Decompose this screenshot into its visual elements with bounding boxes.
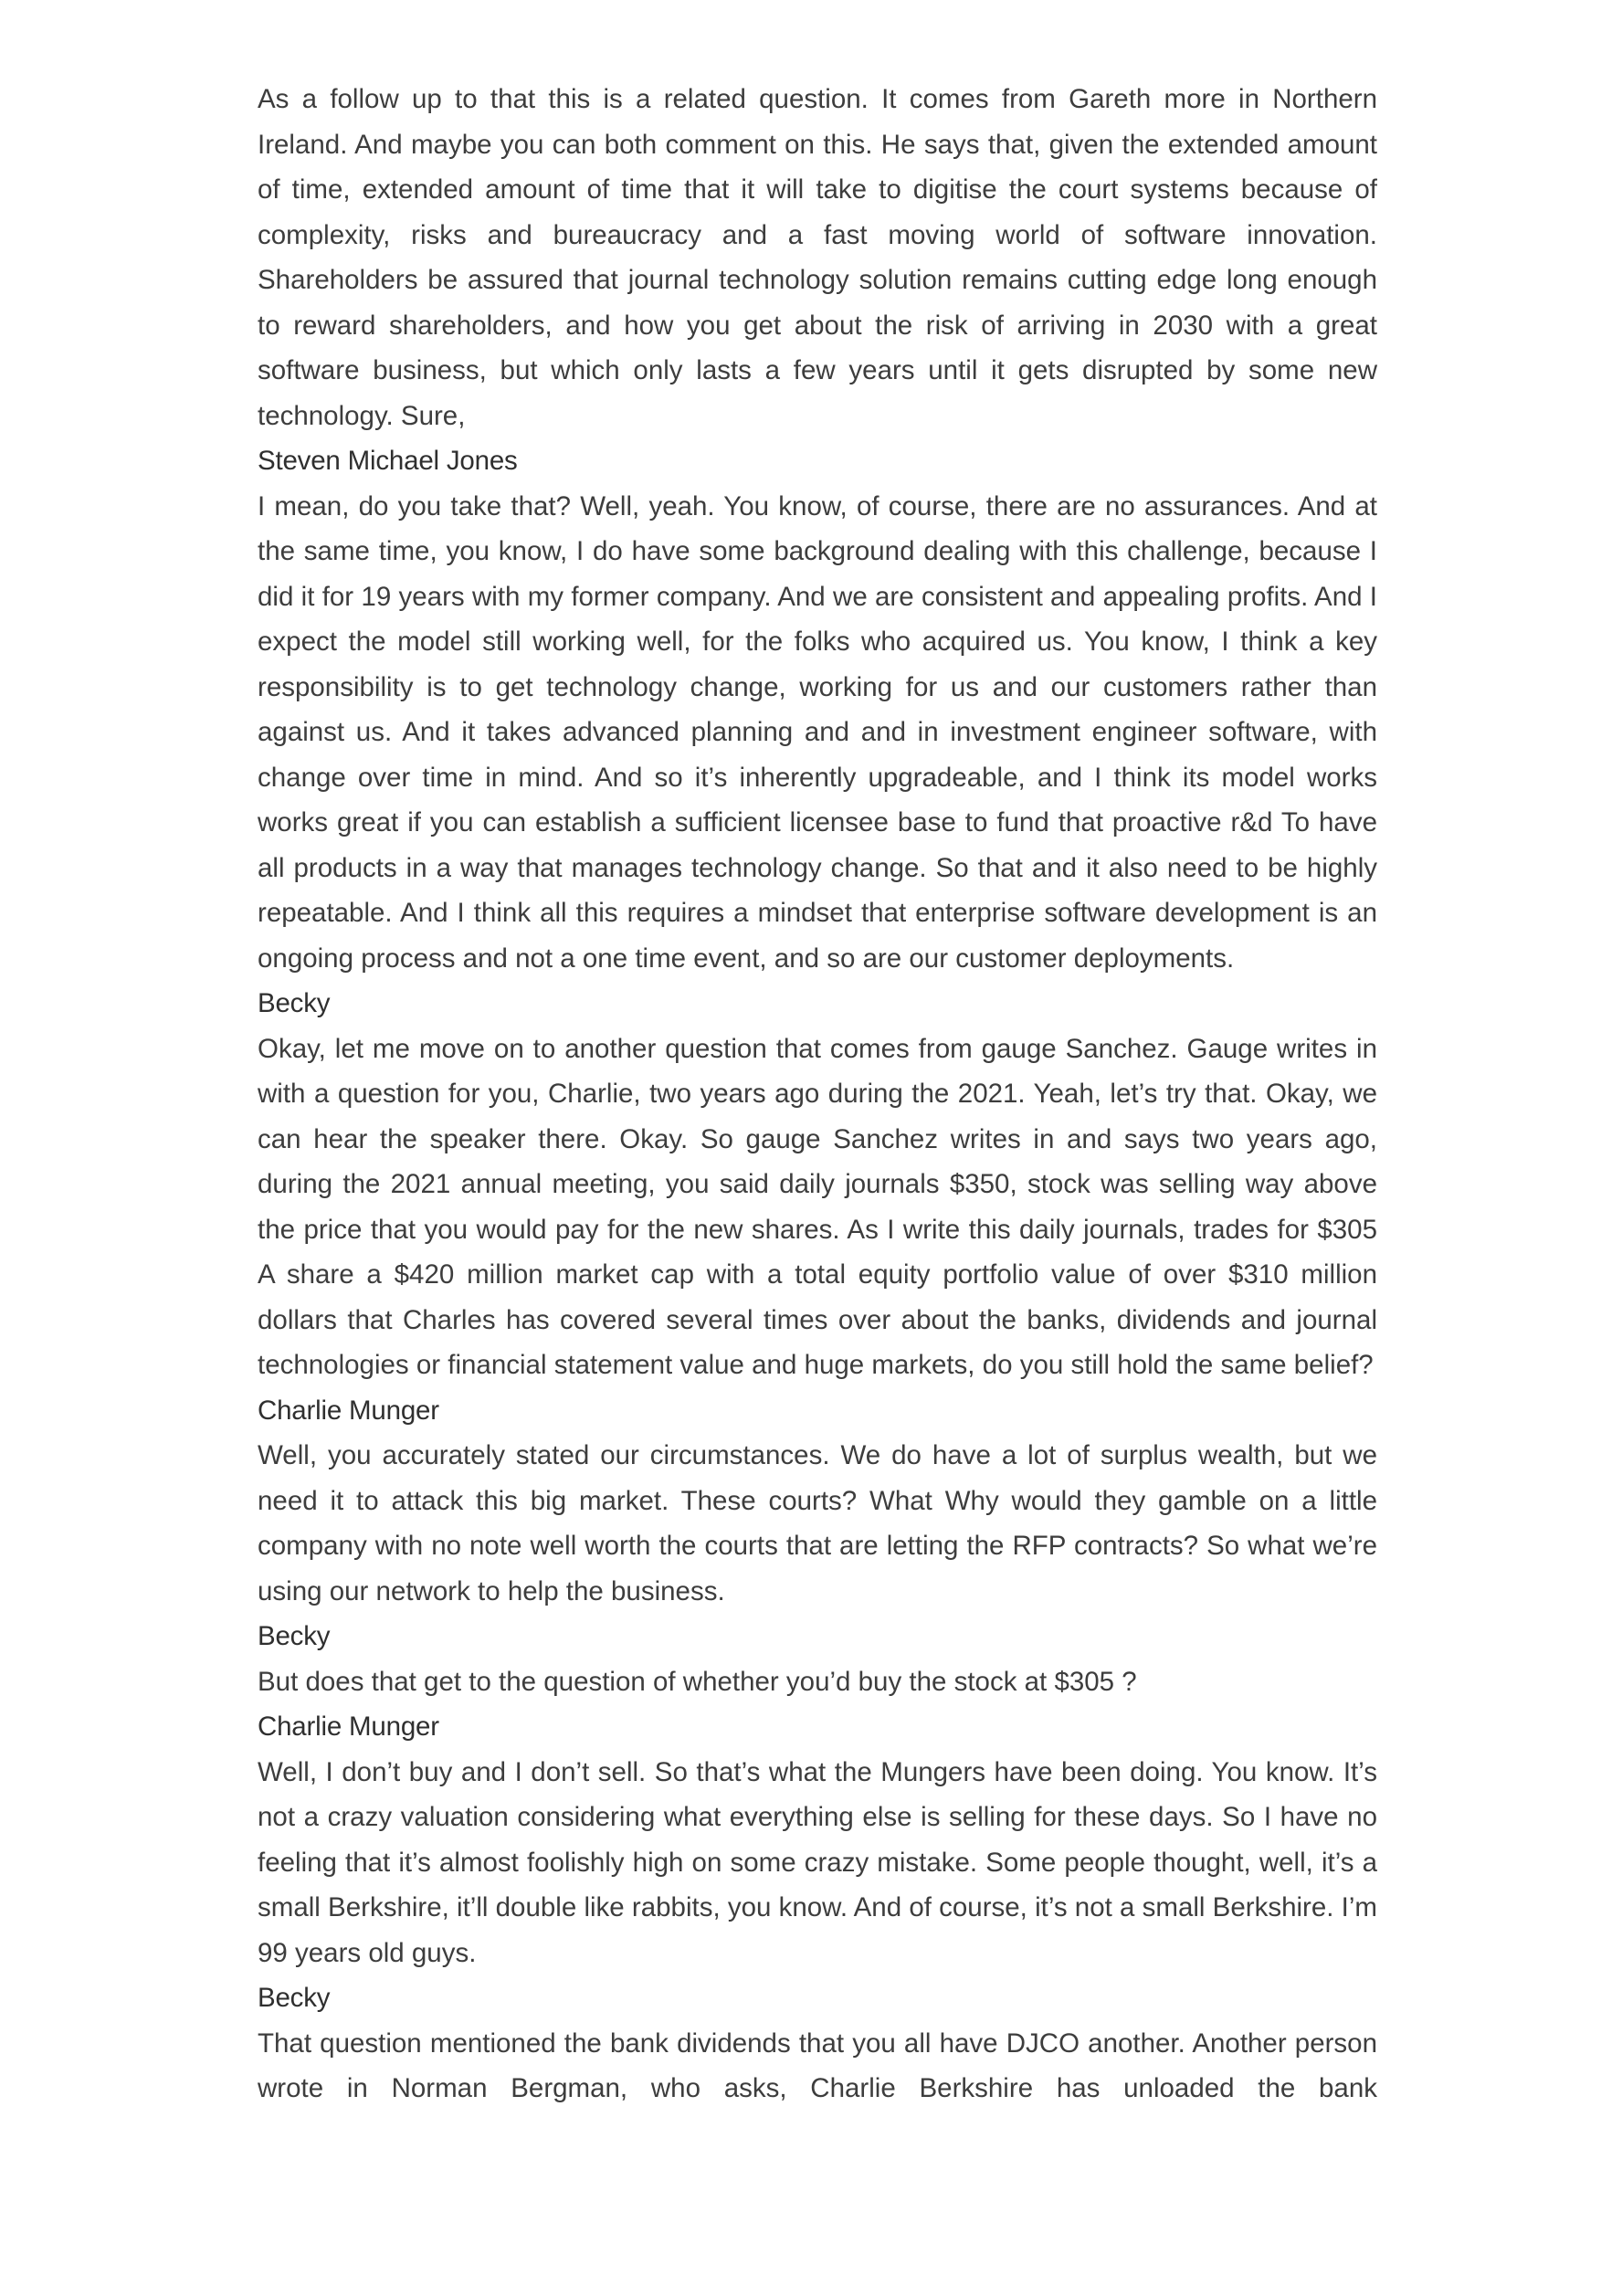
question-paragraph: As a follow up to that this is a related question. It comes from Gareth more in Northern Ireland. And maybe you can both comment on this. He says that, given the extended amount of time, extended amount of time that it will take to digitise the court systems because of complexity, risks and bureaucracy and a fast moving world of software innovation. Shareholders be assured that journal technology solution remains cutting edge long enough to reward shareholders, and how you get about the risk of arriving in 2030 with a great software business, but which only lasts a few years until it gets disrupted by some new technology. Sure, — [258, 84, 1377, 431]
answer-paragraph: Well, I don’t buy and I don’t sell. So that’s what the Mungers have been doing. You know. It’s not a crazy valuation considering what everything else is selling for these days. So I have no feeling that it’s almost foolishly high on some crazy mistake. Some people thought, well, it’s a small Berkshire, it’ll double like rabbits, you know. And of course, it’s not a small Berkshire. I’m 99 years old guys. — [258, 1756, 1377, 1968]
speaker-name: Becky — [258, 988, 331, 1018]
answer-paragraph: I mean, do you take that? Well, yeah. You know, of course, there are no assurances. And at the same time, you know, I do have some background dealing with this challenge, because I did it for 19 years with my former company. And we are consistent and appealing profits. And I expect the model still working well, for the folks who acquired us. You know, I think a key responsibility is to get technology change, working for us and our customers rather than against us. And it takes advanced planning and and in investment engineer software, with change over time in mind. And so it’s inherently upgradeable, and I think its model works works great if you can establish a sufficient licensee base to fund that proactive r&d To have all products in a way that manages technology change. So that and it also need to be highly repeatable. And I think all this requires a mindset that enterprise software development is an ongoing process and not a one time event, and so are our customer deployments. — [258, 490, 1377, 974]
speaker-name: Charlie Munger — [258, 1711, 439, 1742]
speaker-name: Steven Michael Jones — [258, 446, 518, 476]
question-paragraph: That question mentioned the bank dividends that you all have DJCO another. Another person wrote in Norman Bergman, who asks, Charlie Berkshire has unloaded the bank — [258, 2027, 1377, 2103]
speaker-name: Becky — [258, 1621, 331, 1651]
speaker-name: Becky — [258, 1983, 331, 2013]
question-paragraph: But does that get to the question of whether you’d buy the stock at $305 ? — [258, 1666, 1137, 1697]
answer-paragraph: Well, you accurately stated our circumstances. We do have a lot of surplus wealth, but we need it to attack this big market. These courts? What Why would they gamble on a little company with no note well worth the courts that are letting the RFP contracts? So what we’re using our network to help the business. — [258, 1440, 1377, 1606]
question-paragraph: Okay, let me move on to another question that comes from gauge Sanchez. Gauge writes in with a question for you, Charlie, two years ago during the 2021. Yeah, let’s try that. Okay, we can hear the speaker there. Okay. So gauge Sanchez writes in and says two years ago, during the 2021 annual meeting, you said daily journals $350, stock was selling way above the price that you would pay for the new shares. As I write this daily journals, trades for $305 A share a $420 million market cap with a total equity portfolio value of over $310 million dollars that Charles has covered several times over about the banks, dividends and journal technologies or financial statement value and huge markets, do you still hold the same belief? — [258, 1033, 1377, 1380]
transcript-page — [258, 77, 1377, 2112]
speaker-name: Charlie Munger — [258, 1395, 439, 1426]
